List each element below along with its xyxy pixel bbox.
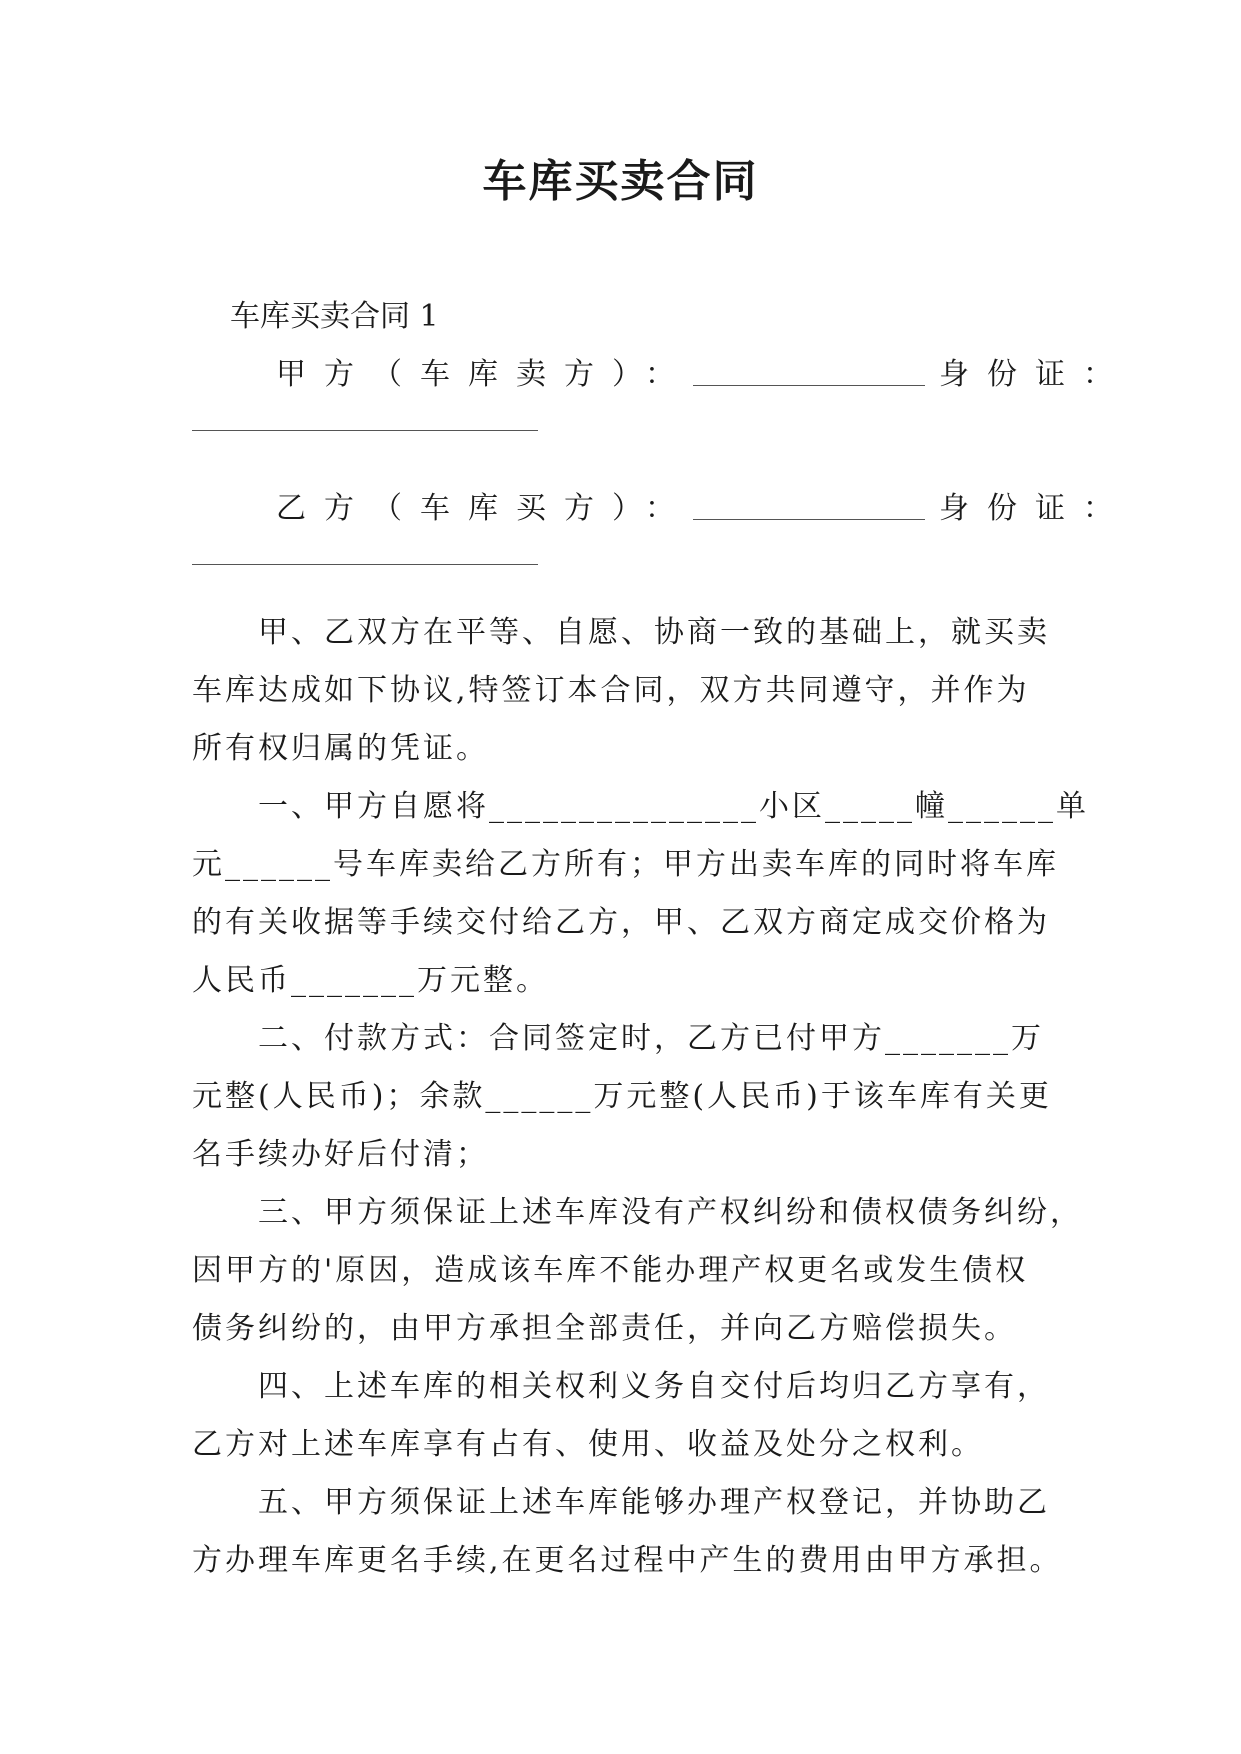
clause-1-line: 人民币_______万元整。 [192,963,549,998]
clause-1-line: 的有关收据等手续交付给乙方，甲、乙双方商定成交价格为 [192,905,1050,940]
clause-3-line: 债务纠纷的，由甲方承担全部责任，并向乙方赔偿损失。 [192,1311,1017,1346]
party-b-name-blank [693,491,925,520]
party-b-line [192,480,1131,538]
clause-3-line: 三、甲方须保证上述车库没有产权纠纷和债权债务纠纷， [258,1195,1083,1230]
clause-1-paragraph [192,778,1089,1010]
clause-4-line: 乙方对上述车库享有占有、使用、收益及处分之权利。 [192,1427,984,1462]
intro-line: 车库达成如下协议,特签订本合同，双方共同遵守，并作为 [192,673,1030,708]
clause-2-paragraph [192,1010,1052,1184]
party-b-id-blank [192,538,1052,596]
clause-4-line: 四、上述车库的相关权利义务自交付后均归乙方享有， [258,1369,1050,1404]
party-a-name-blank [693,357,925,386]
intro-line: 所有权归属的凭证。 [192,731,489,766]
document-title: 车库买卖合同 [482,156,759,207]
clause-5-line: 五、甲方须保证上述车库能够办理产权登记，并协助乙 [258,1485,1050,1520]
document-body [192,288,1131,1590]
clause-1-line: 一、甲方自愿将_______________小区_____幢______单 [258,789,1089,824]
clause-2-line: 名手续办好后付清； [192,1137,489,1172]
party-a-label: 甲方（车库卖方）： [276,357,693,392]
clause-5-paragraph [192,1474,1063,1590]
clause-1-line: 元______号车库卖给乙方所有；甲方出卖车库的同时将车库 [192,847,1059,882]
party-a-id-blank [192,404,1052,462]
subtitle: 车库买卖合同 1 [230,299,439,334]
party-a-line [192,346,1131,404]
clause-2-line: 二、付款方式：合同签定时，乙方已付甲方_______万 [258,1021,1044,1056]
clause-2-line: 元整(人民币)；余款______万元整(人民币)于该车库有关更 [192,1079,1052,1114]
clause-3-paragraph [192,1184,1083,1358]
clause-5-line: 方办理车库更名手续,在更名过程中产生的费用由甲方承担。 [192,1543,1063,1578]
party-b-label: 乙方（车库买方）： [276,491,693,526]
clause-3-line: 因甲方的'原因，造成该车库不能办理产权更名或发生债权 [192,1253,1029,1288]
intro-paragraph [192,604,1052,778]
party-b-id-label: 身份证： [939,491,1131,526]
intro-line: 甲、乙双方在平等、自愿、协商一致的基础上，就买卖 [258,615,1050,650]
clause-4-paragraph [192,1358,1052,1474]
party-a-id-label: 身份证： [939,357,1131,392]
